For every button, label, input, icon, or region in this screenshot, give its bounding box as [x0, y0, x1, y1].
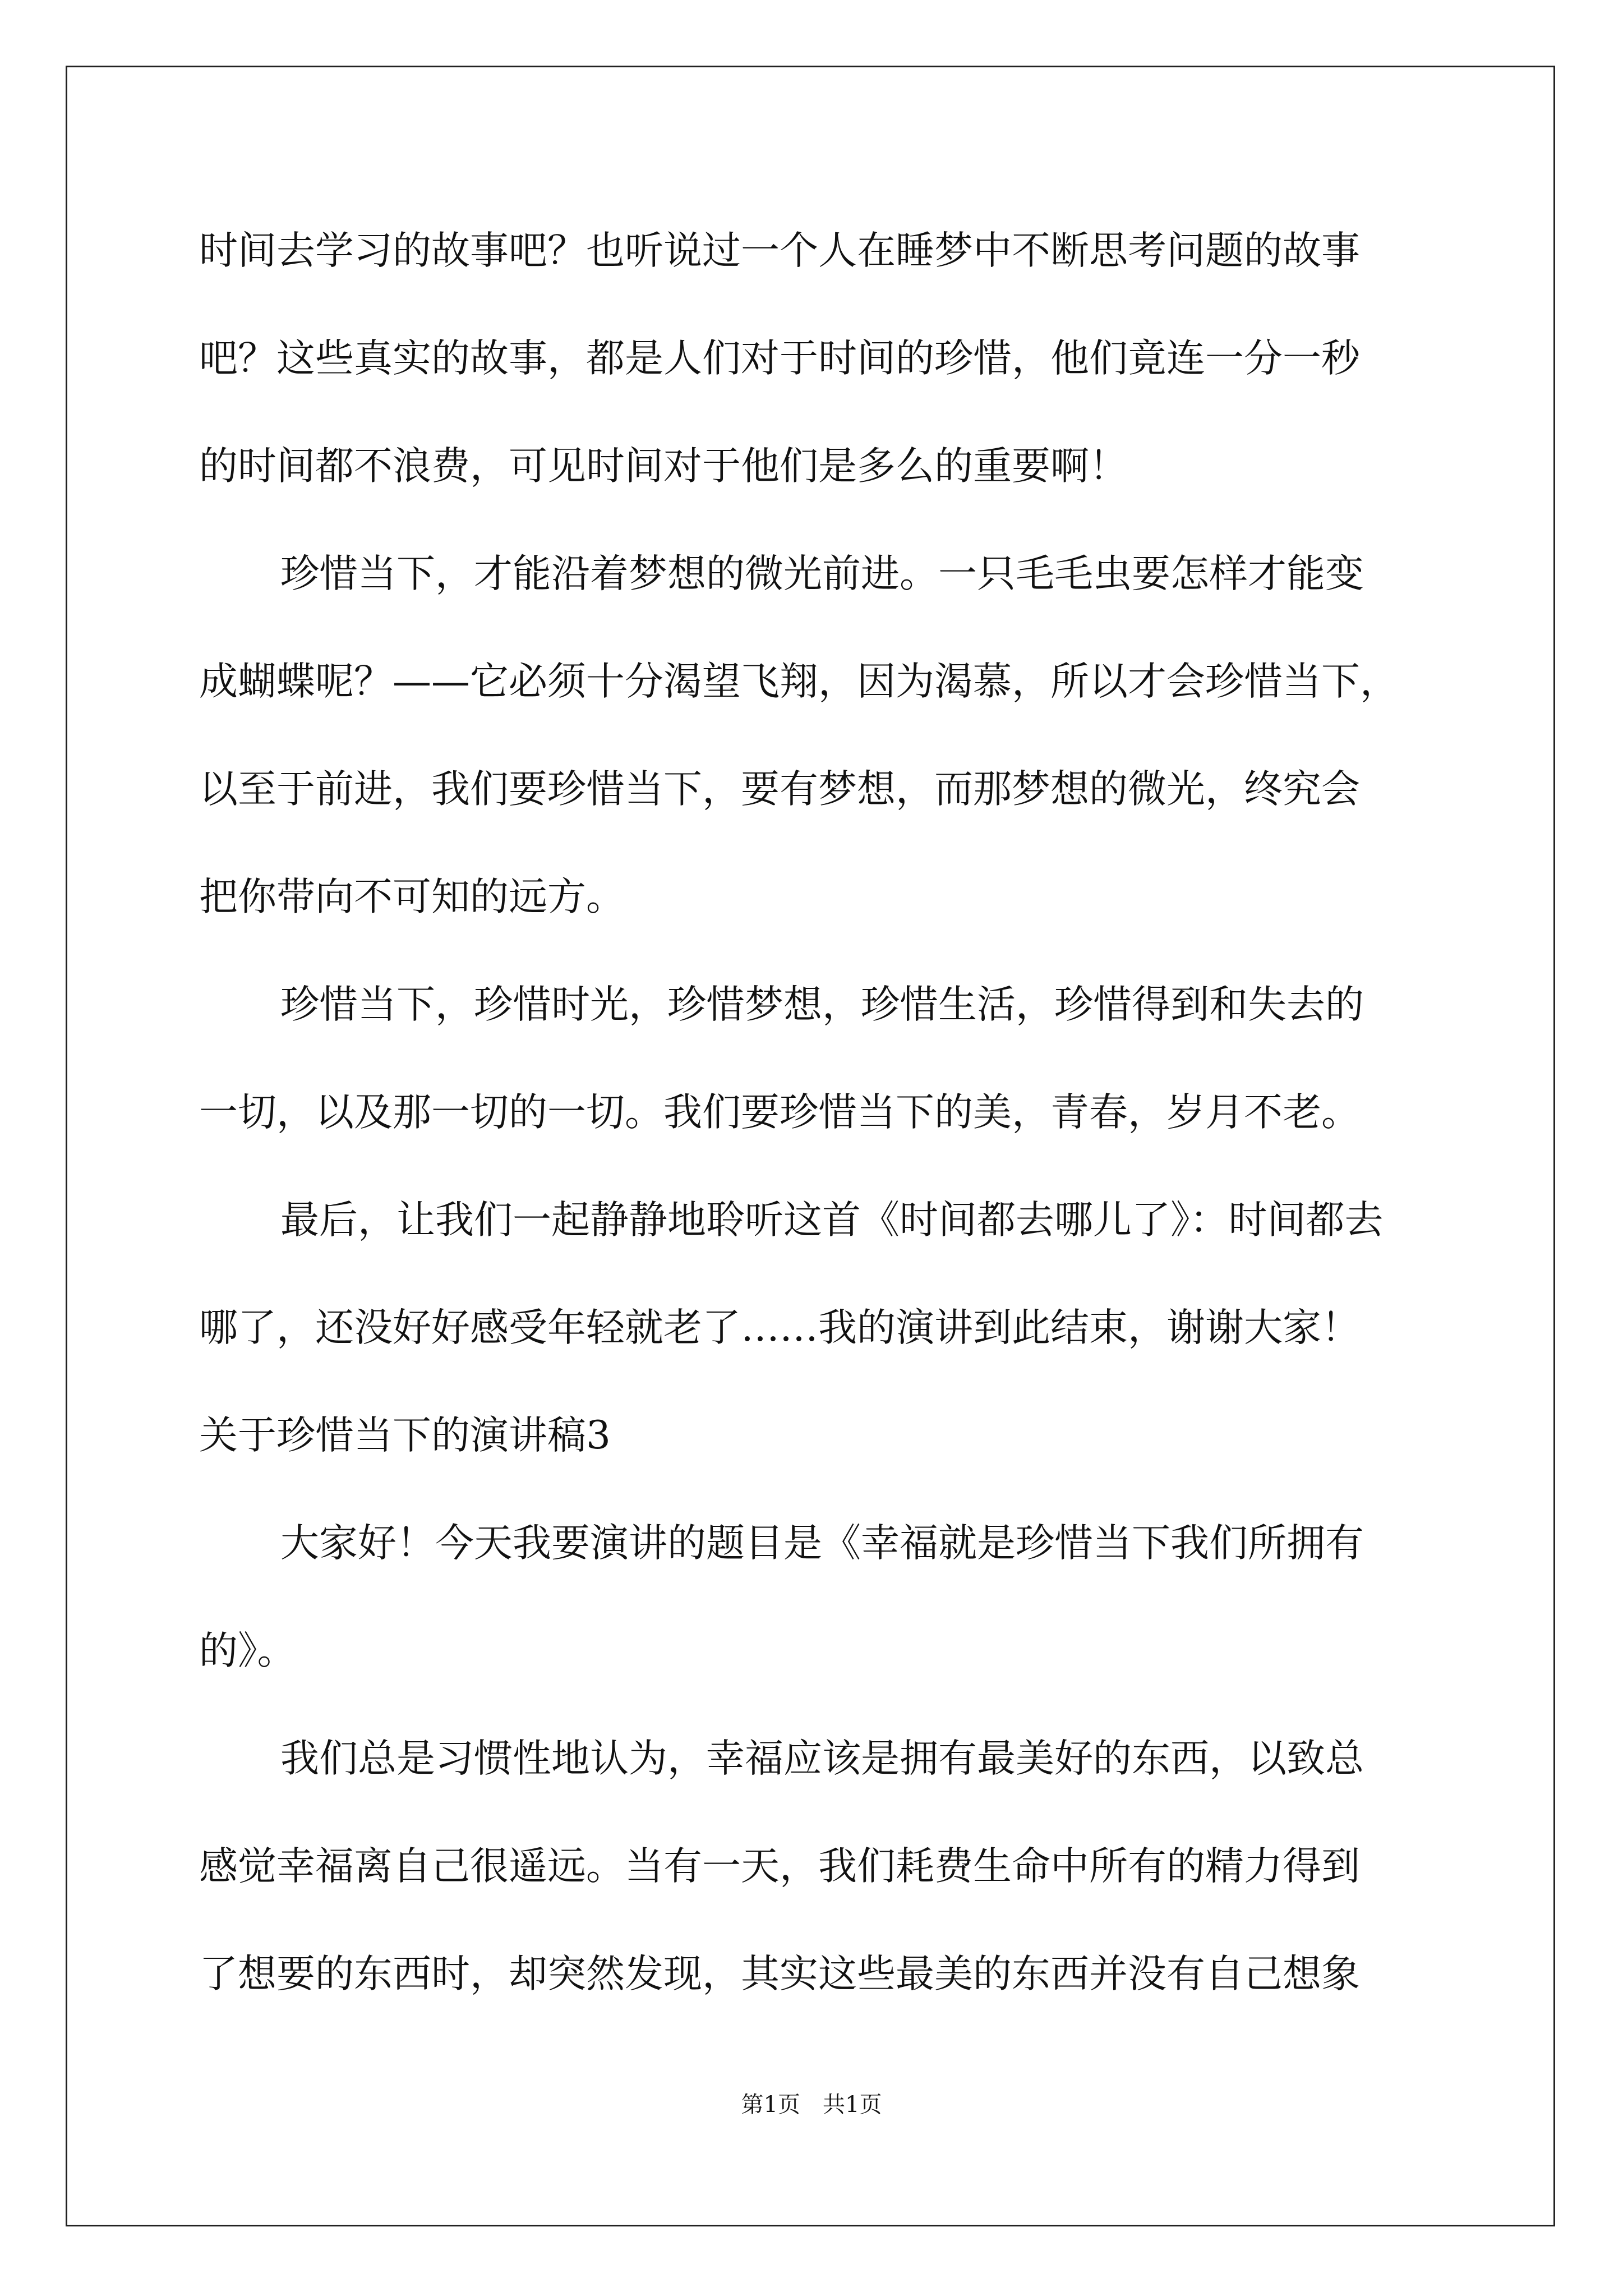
text-line-content: 吧？这些真实的故事，都是人们对于时间的珍惜，他们竟连一分一秒 — [199, 336, 1360, 381]
text-line — [0, 654, 1623, 710]
text-line — [0, 1084, 1623, 1140]
text-line-content: 我们总是习惯性地认为，幸福应该是拥有最美好的东西，以致总 — [280, 1736, 1364, 1781]
text-line-content: 珍惜当下，才能沿着梦想的微光前进。一只毛毛虫要怎样才能变 — [280, 551, 1364, 596]
paragraph-first-line — [0, 977, 1623, 1033]
page-border — [66, 66, 1555, 2226]
text-line — [0, 1838, 1623, 1894]
paragraph-first-line — [0, 1515, 1623, 1571]
paragraph-first-line — [0, 1731, 1623, 1787]
text-line-content: 感觉幸福离自己很遥远。当有一天，我们耗费生命中所有的精力得到 — [199, 1844, 1360, 1889]
text-line — [0, 438, 1623, 494]
text-line — [0, 1946, 1623, 2002]
text-line-content: 了想要的东西时，却突然发现，其实这些最美的东西并没有自己想象 — [199, 1952, 1360, 1996]
text-line-content: 把你带向不可知的远方。 — [199, 875, 625, 919]
text-line-content: 一切，以及那一切的一切。我们要珍惜当下的美，青春，岁月不老。 — [199, 1090, 1360, 1135]
paragraph-first-line — [0, 546, 1623, 602]
text-line-content: 哪了，还没好好感受年轻就老了……我的演讲到此结束，谢谢大家！ — [199, 1305, 1360, 1350]
section-heading-text: 关于珍惜当下的演讲稿3 — [199, 1413, 611, 1458]
text-line-content: 最后，让我们一起静静地聆听这首《时间都去哪儿了》：时间都去 — [280, 1198, 1384, 1243]
text-line-content: 成蝴蝶呢？——它必须十分渴望飞翔，因为渴慕，所以才会珍惜当下， — [199, 659, 1399, 704]
text-line — [0, 1623, 1623, 1679]
text-line — [0, 1300, 1623, 1356]
text-line — [0, 330, 1623, 386]
text-line-content: 的》。 — [199, 1628, 296, 1673]
text-line-content: 时间去学习的故事吧？也听说过一个人在睡梦中不断思考问题的故事 — [199, 228, 1360, 273]
text-line-content: 珍惜当下，珍惜时光，珍惜梦想，珍惜生活，珍惜得到和失去的 — [280, 982, 1364, 1027]
paragraph-first-line — [0, 1192, 1623, 1248]
page-number-footer: 第1页 共1页 — [741, 2092, 882, 2118]
text-line — [0, 761, 1623, 817]
text-line-content: 的时间都不浪费，可见时间对于他们是多么的重要啊！ — [199, 444, 1128, 489]
text-line — [0, 223, 1623, 279]
text-line-content: 大家好！今天我要演讲的题目是《幸福就是珍惜当下我们所拥有 — [280, 1521, 1364, 1566]
text-line — [0, 869, 1623, 925]
text-line-content: 以至于前进，我们要珍惜当下，要有梦想，而那梦想的微光，终究会 — [199, 767, 1360, 812]
section-heading — [0, 1407, 1623, 1464]
